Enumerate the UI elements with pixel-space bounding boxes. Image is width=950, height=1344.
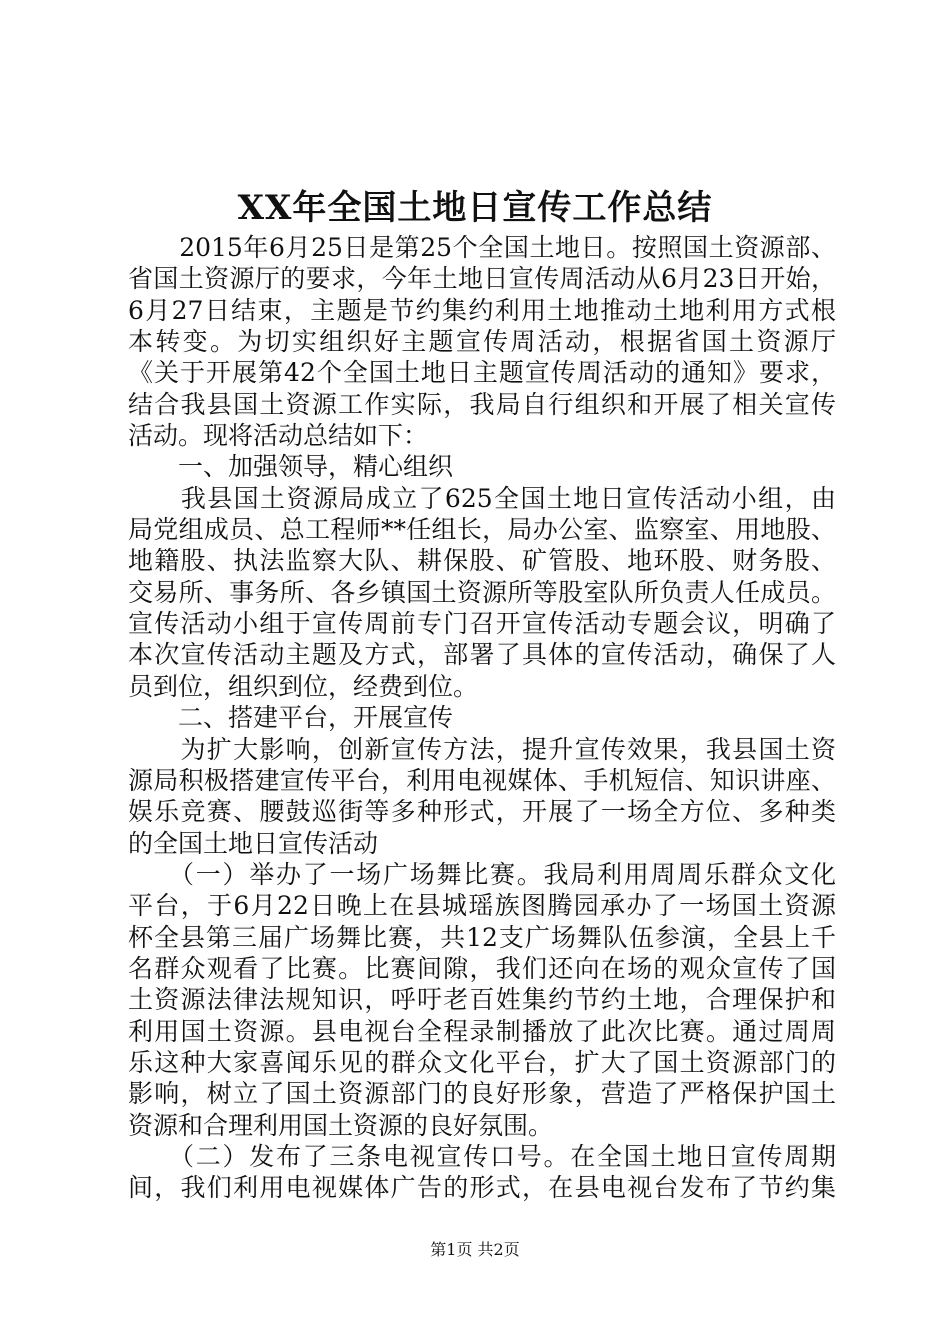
body-line: 利用国土资源。县电视台全程录制播放了此次比赛。通过周周 [128, 1016, 836, 1046]
body-line: 二、搭建平台，开展宣传 [128, 703, 454, 733]
body-line: 我县国土资源局成立了625全国土地日宣传活动小组，由 [128, 483, 836, 513]
body-line: 省国土资源厅的要求，今年土地日宣传周活动从6月23日开始， [128, 264, 836, 294]
body-line: 资源和合理利用国土资源的良好氛围。 [128, 1110, 554, 1140]
body-line: 为扩大影响，创新宣传方法，提升宣传效果，我县国土资 [128, 734, 836, 764]
body-line: 本转变。为切实组织好主题宣传周活动，根据省国土资源厅 [128, 327, 836, 357]
body-line: 的全国土地日宣传活动 [128, 828, 379, 858]
body-line: 《关于开展第42个全国土地日主题宣传周活动的通知》要求， [128, 358, 836, 388]
body-line: 本次宣传活动主题及方式，部署了具体的宣传活动，确保了人 [128, 640, 836, 670]
body-line: 结合我县国土资源工作实际，我局自行组织和开展了相关宣传 [128, 389, 836, 419]
page-footer: 第1页 共2页 [430, 1240, 520, 1259]
body-line: 间，我们利用电视媒体广告的形式，在县电视台发布了节约集 [128, 1173, 836, 1203]
body-line: 宣传活动小组于宣传周前专门召开宣传活动专题会议，明确了 [128, 609, 836, 639]
document-body [128, 232, 836, 1204]
body-line: 6月27日结束，主题是节约集约利用土地推动土地利用方式根 [128, 295, 836, 325]
body-line: 一、加强领导，精心组织 [128, 452, 454, 482]
body-line: 员到位，组织到位，经费到位。 [128, 671, 479, 701]
body-line: 2015年6月25日是第25个全国土地日。按照国土资源部、 [128, 233, 836, 262]
body-line: 地籍股、执法监察大队、耕保股、矿管股、地环股、财务股、 [128, 546, 836, 576]
body-line: 乐这种大家喜闻乐见的群众文化平台，扩大了国土资源部门的 [128, 1047, 836, 1077]
body-line: 杯全县第三届广场舞比赛，共12支广场舞队伍参演，全县上千 [128, 922, 836, 952]
body-line: 影响，树立了国土资源部门的良好形象，营造了严格保护国土 [128, 1079, 836, 1109]
body-line: （一）举办了一场广场舞比赛。我局利用周周乐群众文化 [128, 859, 836, 889]
body-line: 名群众观看了比赛。比赛间隙，我们还向在场的观众宣传了国 [128, 953, 836, 983]
body-line: 土资源法律法规知识，呼吁老百姓集约节约土地，合理保护和 [128, 985, 836, 1015]
body-line: 源局积极搭建宣传平台，利用电视媒体、手机短信、知识讲座、 [128, 765, 836, 795]
body-line: 局党组成员、总工程师**任组长，局办公室、监察室、用地股、 [128, 515, 836, 545]
document-title: XX年全国土地日宣传工作总结 [237, 188, 713, 228]
body-line: （二）发布了三条电视宣传口号。在全国土地日宣传周期 [128, 1141, 836, 1171]
body-line: 娱乐竞赛、腰鼓巡街等多种形式，开展了一场全方位、多种类 [128, 797, 836, 827]
body-line: 活动。现将活动总结如下： [128, 421, 429, 451]
body-line: 交易所、事务所、各乡镇国土资源所等股室队所负责人任成员。 [128, 577, 836, 607]
body-line: 平台，于6月22日晚上在县城瑶族图腾园承办了一场国土资源 [128, 891, 836, 921]
